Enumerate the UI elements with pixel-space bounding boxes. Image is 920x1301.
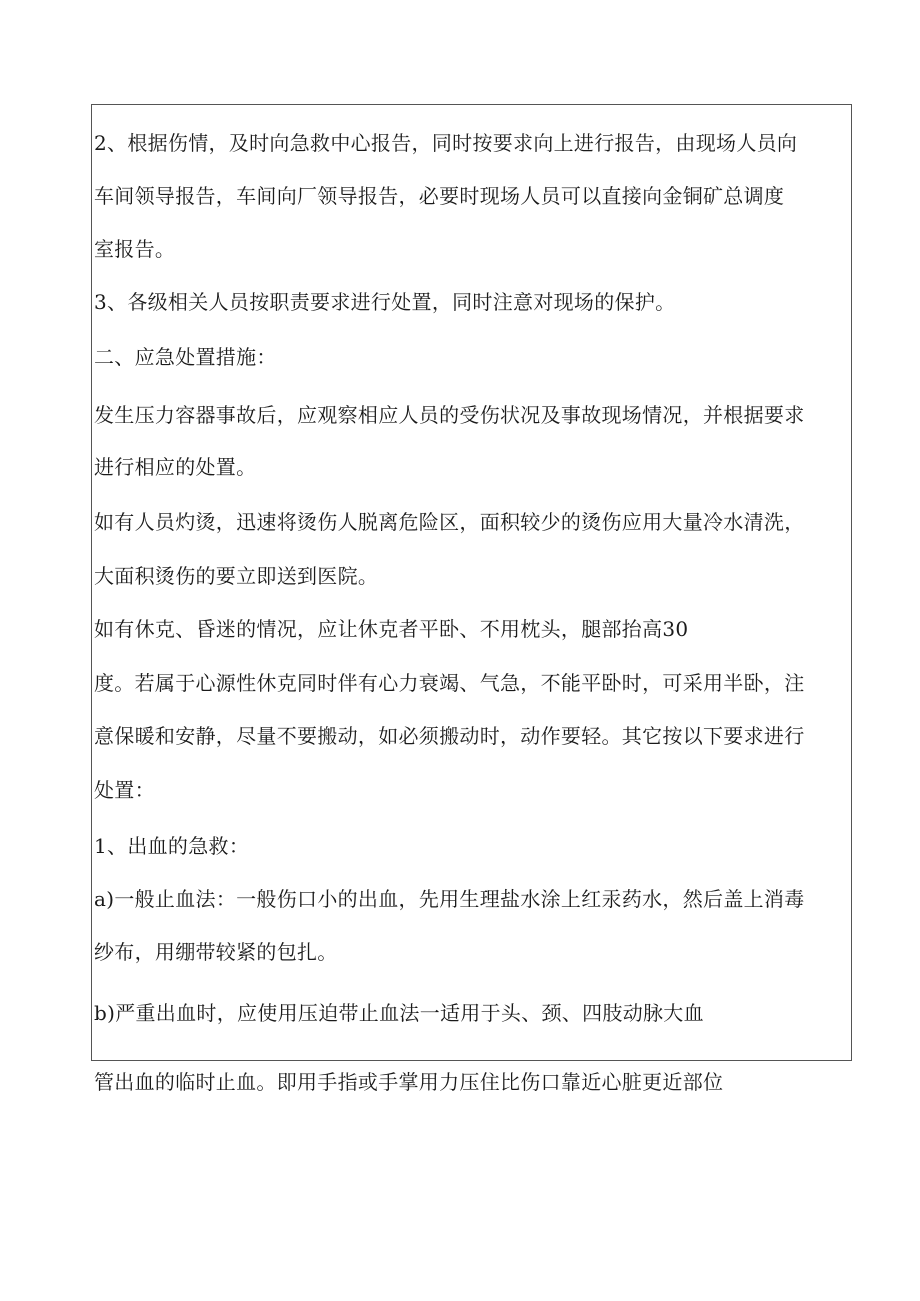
text-line: 2、根据伤情，及时向急救中心报告，同时按要求向上进行报告，由现场人员向 <box>94 131 798 155</box>
section-heading: 二、应急处置措施： <box>94 345 277 369</box>
overflow-text-line: 管出血的临时止血。即用手指或手掌用力压住比伤口靠近心脏更近部位 <box>94 1070 724 1094</box>
text-line: 3、各级相关人员按职责要求进行处置，同时注意对现场的保护。 <box>94 290 676 314</box>
text-line: 发生压力容器事故后，应观察相应人员的受伤状况及事故现场情况，并根据要求 <box>94 403 805 427</box>
text-line: 车间领导报告，车间向厂领导报告，必要时现场人员可以直接向金铜矿总调度 <box>94 184 785 208</box>
text-line: 进行相应的处置。 <box>94 455 257 479</box>
text-line: 大面积烫伤的要立即送到医院。 <box>94 564 379 588</box>
text-line: 意保暖和安静，尽量不要搬动，如必须搬动时，动作要轻。其它按以下要求进行 <box>94 724 805 748</box>
text-line: a)一般止血法：一般伤口小的出血，先用生理盐水涂上红汞药水，然后盖上消毒 <box>94 887 805 911</box>
text-line: 室报告。 <box>94 237 176 261</box>
text-line: 如有人员灼烫，迅速将烫伤人脱离危险区，面积较少的烫伤应用大量冷水清洗， <box>94 510 805 534</box>
list-heading: 1、出血的急救： <box>94 834 250 858</box>
text-line: 如有休克、昏迷的情况，应让休克者平卧、不用枕头，腿部抬高30 <box>94 617 689 641</box>
text-line: 纱布，用绷带较紧的包扎。 <box>94 940 338 964</box>
text-line: b)严重出血时，应使用压迫带止血法一适用于头、颈、四肢动脉大血 <box>94 1001 704 1025</box>
text-line: 处置： <box>94 778 155 802</box>
text-line: 度。若属于心源性休克同时伴有心力衰竭、气急，不能平卧时，可采用半卧，注 <box>94 671 805 695</box>
